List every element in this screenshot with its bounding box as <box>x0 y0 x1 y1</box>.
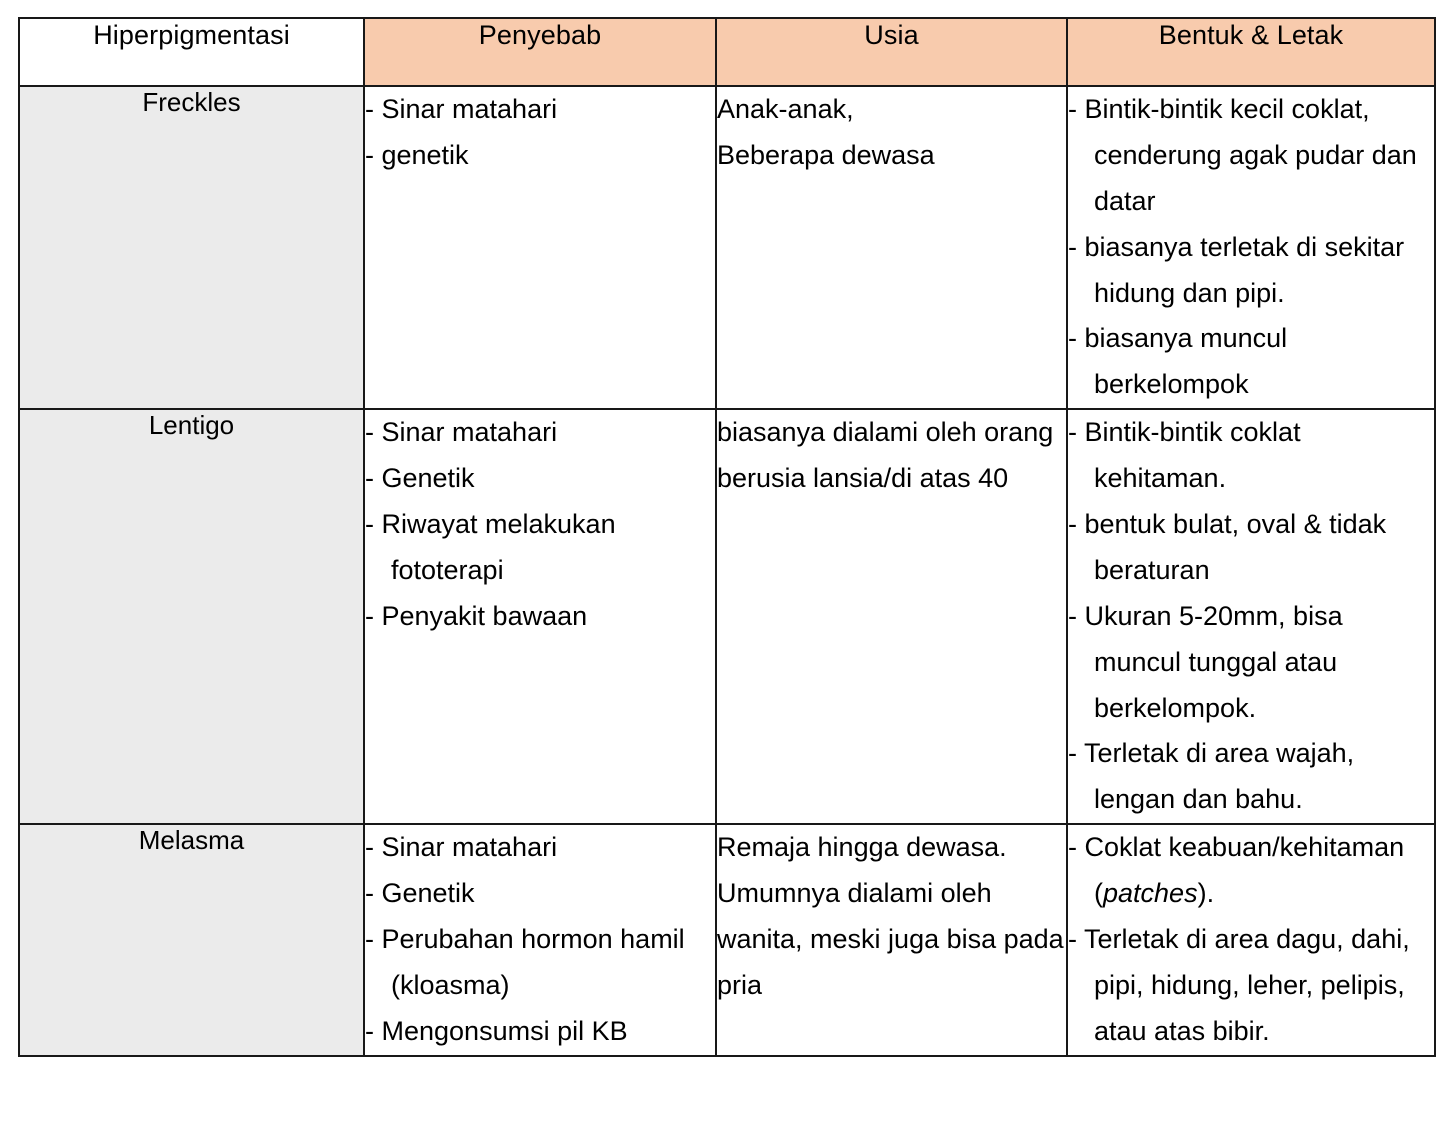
comparison-table <box>18 17 1436 1057</box>
penyebab-line: - Sinar matahari <box>365 94 558 124</box>
cell-penyebab <box>364 86 716 409</box>
bentuk_letak-line: - Bintik-bintik kecil coklat, cenderung agak pudar dan datar <box>1068 94 1417 216</box>
bentuk_letak-line: - bentuk bulat, oval & tidak beraturan <box>1068 509 1387 585</box>
bentuk_letak-line: - Bintik-bintik coklat kehitaman. <box>1068 417 1301 494</box>
bentuk_letak-line: - Ukuran 5-20mm, bisa muncul tunggal atau berkelompok. <box>1068 600 1343 723</box>
emphasised-term: patches <box>1103 878 1198 909</box>
bentuk_letak-line: - Terletak di area dagu, dahi, pipi, hidung, leher, pelipis, atau atas bibir. <box>1068 924 1410 1046</box>
usia-line: Anak-anak, <box>717 94 854 124</box>
table-body <box>19 86 1435 1056</box>
usia-lines <box>717 825 1066 1009</box>
cell-penyebab <box>364 409 716 824</box>
usia-lines <box>717 410 1066 502</box>
bentuk_letak-lines <box>1068 825 1434 1054</box>
row-label-freckles: Freckles <box>19 86 364 409</box>
cell-bentuk-letak <box>1067 824 1435 1055</box>
bentuk_letak-line: - biasanya terletak di sekitar hidung dan pipi. <box>1068 231 1405 308</box>
table-header <box>19 18 1435 86</box>
penyebab-line: - Sinar matahari <box>365 417 558 448</box>
penyebab-lines <box>365 410 715 639</box>
header-row <box>19 18 1435 86</box>
penyebab-line: - Penyakit bawaan <box>365 600 588 631</box>
bentuk_letak-lines <box>1068 410 1434 823</box>
column-header-usia: Usia <box>716 18 1067 86</box>
bentuk_letak-lines <box>1068 87 1434 408</box>
usia-line: Beberapa dewasa <box>717 139 935 170</box>
penyebab-line: - Genetik <box>365 878 475 909</box>
column-header-bentuk-letak: Bentuk & Letak <box>1067 18 1435 86</box>
table-row <box>19 409 1435 824</box>
penyebab-line: - Mengonsumsi pil KB <box>365 1015 628 1046</box>
penyebab-lines <box>365 87 715 179</box>
usia-lines <box>717 87 1066 179</box>
column-header-penyebab: Penyebab <box>364 18 716 86</box>
penyebab-line: - Riwayat melakukan fototerapi <box>365 509 616 585</box>
penyebab-line: - genetik <box>365 139 469 170</box>
usia-line: Remaja hingga dewasa. Umumnya dialami oleh wanita, meski juga bisa pada pria <box>717 832 1064 1000</box>
hyperpigmentation-comparison-table <box>18 17 1434 1057</box>
penyebab-line: - Sinar matahari <box>365 832 558 863</box>
cell-penyebab <box>364 824 716 1055</box>
cell-usia <box>716 409 1067 824</box>
penyebab-line: - Genetik <box>365 463 475 494</box>
bentuk_letak-line: - Coklat keabuan/kehitaman (patches). <box>1068 832 1405 909</box>
cell-bentuk-letak <box>1067 409 1435 824</box>
penyebab-line: - Perubahan hormon hamil (kloasma) <box>365 924 685 1000</box>
bentuk_letak-line: - Terletak di area wajah, lengan dan bahu. <box>1068 738 1355 815</box>
bentuk_letak-line: - biasanya muncul berkelompok <box>1068 323 1288 400</box>
cell-usia <box>716 86 1067 409</box>
column-header-hiperpigmentasi: Hiperpigmentasi <box>19 18 364 86</box>
table-row <box>19 86 1435 409</box>
usia-line: biasanya dialami oleh orang berusia lansia/di atas 40 <box>717 417 1054 494</box>
penyebab-lines <box>365 825 715 1054</box>
cell-usia <box>716 824 1067 1055</box>
cell-bentuk-letak <box>1067 86 1435 409</box>
table-row <box>19 824 1435 1055</box>
row-label-lentigo: Lentigo <box>19 409 364 824</box>
row-label-melasma: Melasma <box>19 824 364 1055</box>
